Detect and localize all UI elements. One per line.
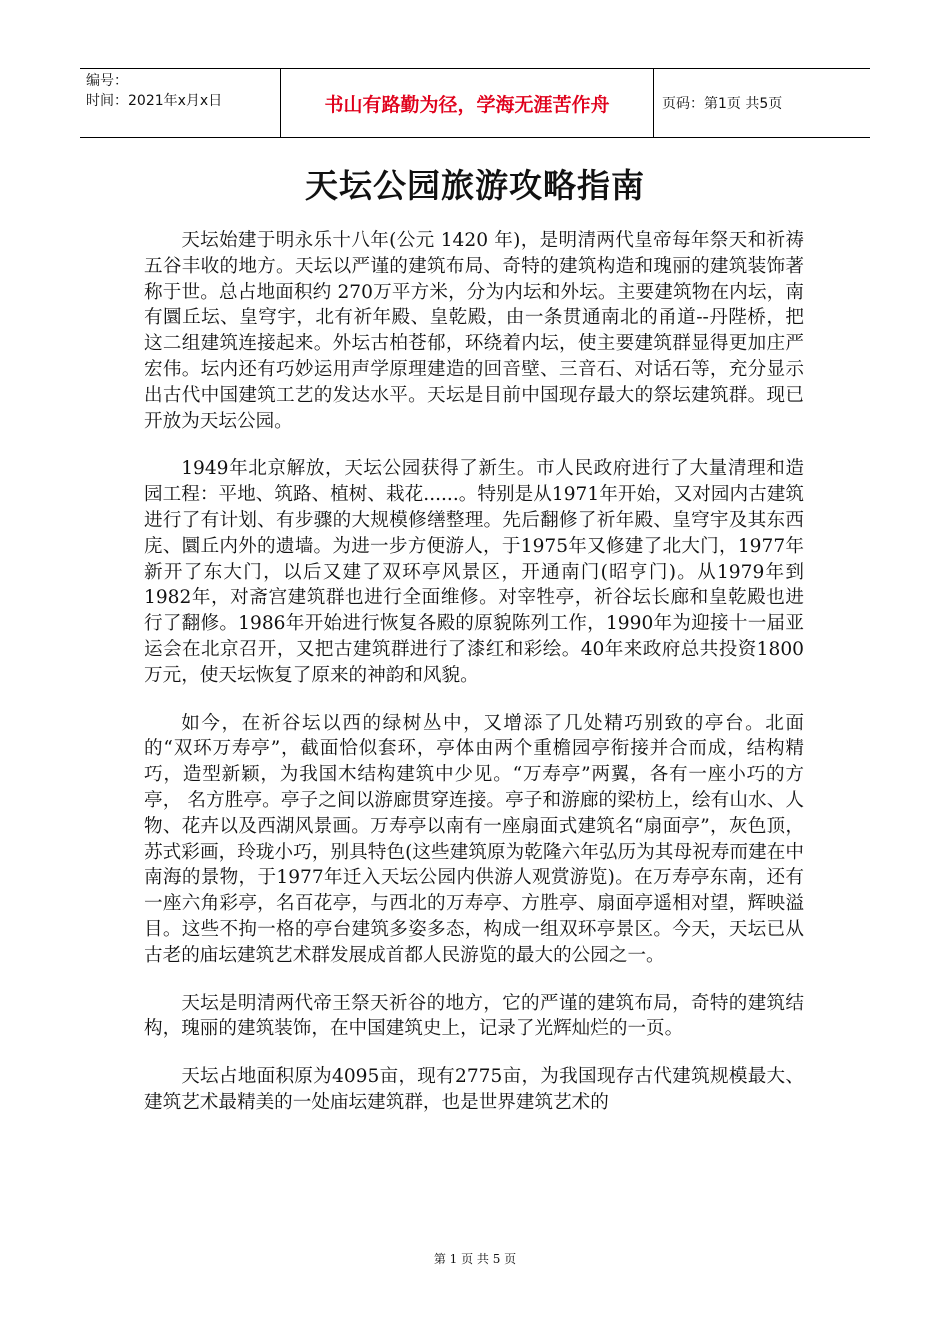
page-info-cell — [654, 69, 870, 137]
header-table — [80, 68, 870, 138]
paragraph: 1949年北京解放，天坛公园获得了新生。市人民政府进行了大量清理和造园工程：平地、筑路、植树、栽花......。特别是从1971年开始，又对园内古建筑进行了有计划、有步骤的大规模修缮整理。先后翻修了祈年殿、皇穹宇及其东西庑、圜丘内外的遗墙。为进一步方便游人，于1975年又修建了北大门，1977年新开了东大门，以后又建了双环亭风景区，开通南门(昭亨门)。从1979年到1982年，对斋宫建筑群也进行全面维修。对宰牲亭，祈谷坛长廊和皇乾殿也进行了翻修。1986年开始进行恢复各殿的原貌陈列工作，1990年为迎接十一届亚运会在北京召开，又把古建筑群进行了漆红和彩绘。40年来政府总共投资1800万元，使天坛恢复了原来的神韵和风貌。 — [144, 458, 804, 686]
motto-cell — [280, 69, 654, 137]
page-info: 页码：第1页 共5页 — [662, 96, 783, 112]
time-label: 时间：2021年x月x日 — [86, 93, 223, 109]
document-title: 天坛公园旅游攻略指南 — [305, 166, 645, 205]
paragraph: 天坛始建于明永乐十八年(公元 1420 年)，是明清两代皇帝每年祭天和祈祷五谷丰收的地方。天坛以严谨的建筑布局、奇特的建筑构造和瑰丽的建筑装饰著称于世。总占地面积约 270万平方米，分为内坛和外坛。主要建筑物在内坛，南有圜丘坛、皇穹宇，北有祈年殿、皇乾殿，由一条贯通南北的甬道--丹陛桥，把这二组建筑连接起来。外坛古柏苍郁，环绕着内坛，使主要建筑群显得更加庄严宏伟。坛内还有巧妙运用声学原理建造的回音壁、三音石、对话石等，充分显示出古代中国建筑工艺的发达水平。天坛是目前中国现存最大的祭坛建筑群。现已开放为天坛公园。 — [144, 230, 804, 432]
number-label: 编号： — [86, 73, 128, 89]
motto-text: 书山有路勤为径，学海无涯苦作舟 — [324, 93, 610, 116]
header-meta-cell — [80, 69, 280, 137]
page-footer: 第 1 页 共 5 页 — [433, 1252, 517, 1266]
paragraph: 天坛是明清两代帝王祭天祈谷的地方，它的严谨的建筑布局，奇特的建筑结构，瑰丽的建筑装饰，在中国建筑史上，记录了光辉灿烂的一页。 — [144, 992, 804, 1040]
paragraph: 如今，在祈谷坛以西的绿树丛中，又增添了几处精巧别致的亭台。北面的“双环万寿亭”，截面恰似套环，亭体由两个重檐园亭衔接并合而成，结构精巧，造型新颖，为我国木结构建筑中少见。“万寿亭”两翼，各有一座小巧的方亭， 名方胜亭。亭子之间以游廊贯穿连接。亭子和游廊的梁枋上，绘有山水、人物、花卉以及西湖风景画。万寿亭以南有一座扇面式建筑名“扇面亭”，灰色顶，苏式彩画，玲珑小巧，别具特色(这些建筑原为乾隆六年弘历为其母祝寿而建在中南海的景物，于1977年迁入天坛公园内供游人观赏游览)。在万寿亭东南，还有一座六角彩亭，名百花亭，与西北的万寿亭、方胜亭、扇面亭遥相对望，辉映溢目。这些不拘一格的亭台建筑多姿多态，构成一组双环亭景区。今天，天坛已从古老的庙坛建筑艺术群发展成首都人民游览的最大的公园之一。 — [144, 712, 804, 966]
paragraph: 天坛占地面积原为4095亩，现有2775亩，为我国现存古代建筑规模最大、建筑艺术最精美的一处庙坛建筑群，也是世界建筑艺术的 — [144, 1066, 804, 1113]
document-body — [144, 228, 804, 1138]
